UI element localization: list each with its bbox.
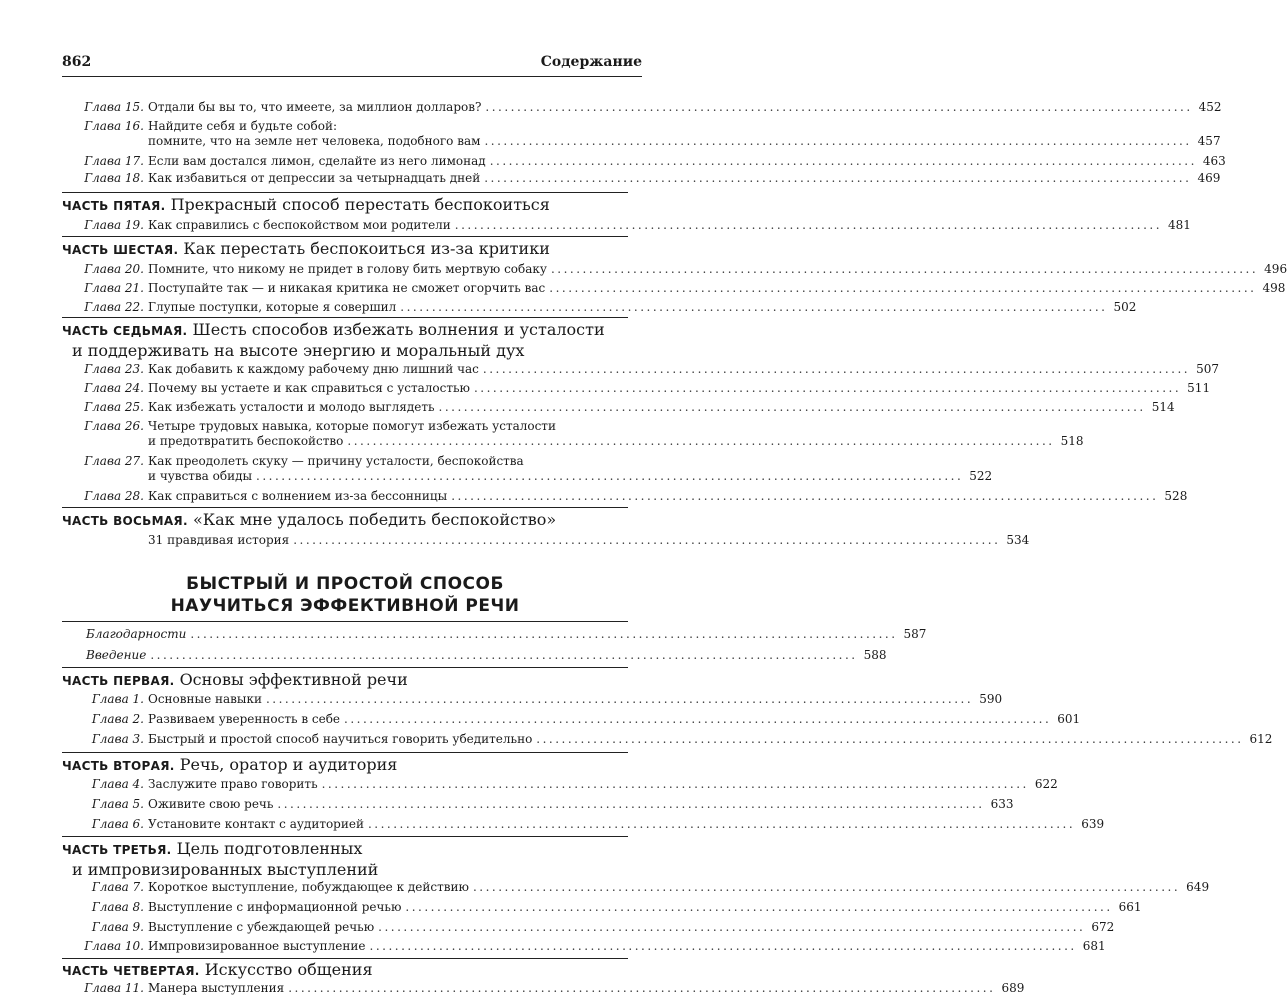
toc-entry[interactable]: Глава 19. Как справились с беспокойством мои родители ................................................................................................................ 481 [64, 218, 630, 233]
chapter-title: Выступление с информационной речью [148, 900, 402, 914]
chapter-label: Глава 15. [84, 100, 144, 114]
book-title [62, 573, 628, 617]
chapter-title: Установите контакт с аудиторией [148, 817, 364, 831]
page-ref: 518 [1060, 434, 1084, 448]
chapter-title: Отдали бы вы то, что имеете, за миллион долларов? [148, 100, 482, 114]
chapter-title: Оживите свою речь [148, 797, 274, 811]
part-label: ЧАСТЬ ПЯТАЯ. [62, 199, 166, 213]
section-rule [62, 507, 628, 508]
page-ref: 601 [1057, 712, 1081, 726]
chapter-title: Основные навыки [148, 692, 262, 706]
toc-entry[interactable]: Глава 18. Как избавиться от депрессии за четырнадцать дней ................................................................................................................ 469 [64, 171, 630, 186]
chapter-label: Глава 10. [84, 939, 144, 953]
part-title: Основы эффективной речи [179, 670, 408, 689]
running-title: Содержание [540, 54, 642, 70]
chapter-label: Глава 25. [84, 400, 144, 414]
page-ref: 481 [1168, 218, 1191, 232]
part-label: ЧАСТЬ ПЕРВАЯ. [62, 674, 175, 688]
page-ref: 649 [1186, 880, 1210, 894]
chapter-title: Как избежать усталости и молодо выглядеть [148, 400, 435, 414]
toc-entry[interactable]: Глава 15. Отдали бы вы то, что имеете, за миллион долларов? ................................................................................................................ 452 [64, 100, 630, 115]
page-ref: 672 [1091, 920, 1115, 934]
page-ref: 633 [990, 797, 1014, 811]
section-rule [62, 958, 628, 959]
chapter-label: Глава 28. [84, 489, 144, 503]
toc-entry[interactable]: Глава 28. Как справиться с волнением из-за бессонницы ................................................................................................................ 528 [64, 489, 630, 504]
toc-entry[interactable]: Глава 21. Поступайте так — и никакая критика не сможет огорчить вас ................................................................................................................ 498 [64, 281, 630, 296]
toc-entry[interactable]: Глава 7. Короткое выступление, побуждающее к действию ................................................................................................................ 649 [64, 880, 630, 895]
chapter-label: Глава 23. [84, 362, 144, 376]
toc-entry[interactable]: Глава 20. Помните, что никому не придет в голову бить мертвую собаку ................................................................................................................ 496 [64, 262, 630, 277]
part-title: Речь, оратор и аудитория [179, 755, 398, 774]
part-title: «Как мне удалось победить беспокойство» [192, 510, 557, 529]
toc-entry[interactable]: 31 правдивая история ................................................................................................................ 534 [148, 533, 1030, 547]
section-rule [62, 667, 628, 668]
page-ref: 681 [1082, 939, 1106, 953]
part-label: ЧАСТЬ ШЕСТАЯ. [62, 243, 179, 257]
chapter-title-cont: помните, что на земле нет человека, подобного вам [148, 134, 481, 148]
toc-entry[interactable]: Глава 22. Глупые поступки, которые я совершил ................................................................................................................ 502 [64, 300, 630, 315]
part-label: ЧАСТЬ ВТОРАЯ. [62, 759, 175, 773]
chapter-title: Найдите себя и будьте собой: [148, 119, 337, 133]
toc-entry[interactable]: Введение ................................................................................................................ 588 [86, 648, 887, 662]
part-heading [62, 320, 622, 361]
section-rule [62, 317, 628, 318]
chapter-title: Быстрый и простой способ научиться говорить убедительно [148, 732, 533, 746]
chapter-title: Выступление с убеждающей речью [148, 920, 375, 934]
page-ref: 463 [1202, 154, 1226, 168]
chapter-title: Импровизированное выступление [148, 939, 366, 953]
part-title-cont: и поддерживать на высоте энергию и моральный дух [72, 341, 525, 360]
chapter-label: Глава 16. [84, 119, 144, 133]
section-rule [62, 752, 628, 753]
toc-entry[interactable]: Глава 16. Найдите себя и будьте собой: помните, что на земле нет человека, подобного вам ................................................................................................................ 457 [64, 119, 630, 149]
toc-entry[interactable]: Глава 27. Как преодолеть скуку — причину усталости, беспокойства и чувства обиды ................................................................................................................ 522 [64, 454, 630, 484]
chapter-label: Глава 6. [91, 817, 144, 831]
toc-entry[interactable]: Глава 6. Установите контакт с аудиторией ................................................................................................................ 639 [64, 817, 630, 832]
toc-entry[interactable]: Глава 26. Четыре трудовых навыка, которые помогут избежать усталости и предотвратить беспокойство ................................................................................................................ 518 [64, 419, 630, 449]
chapter-title: Как справиться с волнением из-за бессонницы [148, 489, 448, 503]
toc-entry[interactable]: Глава 24. Почему вы устаете и как справиться с усталостью ................................................................................................................ 511 [64, 381, 630, 396]
toc-entry[interactable]: Глава 4. Заслужите право говорить ................................................................................................................ 622 [64, 777, 630, 792]
chapter-title: Манера выступления [148, 981, 285, 995]
toc-entry[interactable]: Глава 5. Оживите свою речь ................................................................................................................ 633 [64, 797, 630, 812]
page-ref: 469 [1197, 171, 1221, 185]
chapter-title: Четыре трудовых навыка, которые помогут избежать усталости [148, 419, 556, 433]
chapter-title: Как избавиться от депрессии за четырнадцать дней [148, 171, 481, 185]
toc-entry[interactable]: Глава 1. Основные навыки ................................................................................................................ 590 [64, 692, 630, 707]
part-label: ЧАСТЬ СЕДЬМАЯ. [62, 324, 188, 338]
chapter-label: Глава 20. [84, 262, 144, 276]
toc-entry[interactable]: Глава 25. Как избежать усталости и молодо выглядеть ................................................................................................................ 514 [64, 400, 630, 415]
section-rule [62, 236, 628, 237]
part-heading [62, 195, 622, 216]
chapter-label: Глава 26. [84, 419, 144, 433]
part-heading [62, 839, 622, 880]
toc-entry[interactable]: Глава 17. Если вам достался лимон, сделайте из него лимонад ................................................................................................................ 463 [64, 154, 630, 169]
part-heading [62, 960, 622, 981]
section-rule [62, 192, 628, 193]
chapter-title: Развиваем уверенность в себе [148, 712, 341, 726]
chapter-title: Как преодолеть скуку — причину усталости, беспокойства [148, 454, 524, 468]
page-header [62, 50, 642, 77]
chapter-title: Если вам достался лимон, сделайте из него лимонад [148, 154, 486, 168]
page-ref: 612 [1249, 732, 1273, 746]
chapter-title: Короткое выступление, побуждающее к действию [148, 880, 469, 894]
toc-entry[interactable]: Глава 8. Выступление с информационной речью ................................................................................................................ 661 [64, 900, 630, 915]
chapter-label: Глава 4. [91, 777, 144, 791]
page-ref: 514 [1151, 400, 1175, 414]
chapter-label: Глава 11. [84, 981, 144, 995]
page-ref: 511 [1187, 381, 1211, 395]
page-ref: 528 [1164, 489, 1188, 503]
toc-entry[interactable]: Глава 3. Быстрый и простой способ научиться говорить убедительно ................................................................................................................ 612 [64, 732, 630, 747]
page-ref: 588 [863, 648, 887, 662]
toc-entry[interactable]: Глава 9. Выступление с убеждающей речью ................................................................................................................ 672 [64, 920, 630, 935]
page-ref: 622 [1034, 777, 1058, 791]
chapter-label: Глава 19. [84, 218, 144, 232]
page-ref: 522 [969, 469, 993, 483]
chapter-title: Как справились с беспокойством мои родители [148, 218, 451, 232]
page-ref: 689 [1001, 981, 1025, 995]
chapter-title: Поступайте так — и никакая критика не сможет огорчить вас [148, 281, 546, 295]
toc-entry[interactable]: Глава 10. Импровизированное выступление ................................................................................................................ 681 [64, 939, 630, 954]
chapter-label: Глава 9. [91, 920, 144, 934]
part-label: ЧАСТЬ ВОСЬМАЯ. [62, 514, 188, 528]
part-label: ЧАСТЬ ЧЕТВЕРТАЯ. [62, 964, 200, 978]
toc-entry[interactable]: Глава 23. Как добавить к каждому рабочему дню лишний час ................................................................................................................ 507 [64, 362, 630, 377]
page-ref: 452 [1198, 100, 1222, 114]
page-number: 862 [62, 54, 92, 70]
part-title: Шесть способов избежать волнения и усталости [192, 320, 605, 339]
part-title: Как перестать беспокоиться из-за критики [183, 239, 550, 258]
page-ref: 457 [1197, 134, 1221, 148]
page-ref: 496 [1264, 262, 1287, 276]
page-ref: 587 [903, 627, 927, 641]
page-ref: 639 [1081, 817, 1105, 831]
book-title-line1: БЫСТРЫЙ И ПРОСТОЙ СПОСОБ [186, 574, 504, 594]
toc-entry[interactable]: Глава 2. Развиваем уверенность в себе ................................................................................................................ 601 [64, 712, 630, 727]
toc-entry[interactable]: Благодарности ................................................................................................................ 587 [86, 627, 927, 641]
chapter-label: Глава 7. [91, 880, 144, 894]
page-ref: 534 [1006, 533, 1030, 547]
page-ref: 590 [979, 692, 1003, 706]
toc-entry[interactable]: Глава 11. Манера выступления ................................................................................................................ 689 [64, 981, 630, 996]
chapter-label: Глава 24. [84, 381, 144, 395]
part-heading [62, 670, 622, 691]
chapter-title: Глупые поступки, которые я совершил [148, 300, 397, 314]
chapter-label: Глава 22. [84, 300, 144, 314]
chapter-title: Как добавить к каждому рабочему дню лишний час [148, 362, 479, 376]
chapter-title: Почему вы устаете и как справиться с усталостью [148, 381, 470, 395]
front-matter-title: Введение [86, 648, 147, 662]
chapter-label: Глава 17. [84, 154, 144, 168]
chapter-label: Глава 5. [91, 797, 144, 811]
chapter-label: Глава 18. [84, 171, 144, 185]
part-title: Прекрасный способ перестать беспокоиться [170, 195, 550, 214]
book-title-line2: НАУЧИТЬСЯ ЭФФЕКТИВНОЙ РЕЧИ [170, 596, 520, 616]
chapter-label: Глава 21. [84, 281, 144, 295]
page-ref: 502 [1113, 300, 1137, 314]
chapter-label: Глава 2. [91, 712, 144, 726]
chapter-label: Глава 3. [91, 732, 144, 746]
chapter-title: Помните, что никому не придет в голову бить мертвую собаку [148, 262, 547, 276]
page-ref: 661 [1118, 900, 1142, 914]
part-title: Цель подготовленных [176, 839, 363, 858]
chapter-label: Глава 27. [84, 454, 144, 468]
page-ref: 498 [1262, 281, 1286, 295]
chapter-title: 31 правдивая история [148, 533, 290, 547]
section-rule [62, 836, 628, 837]
front-matter-title: Благодарности [86, 627, 187, 641]
chapter-title: Заслужите право говорить [148, 777, 318, 791]
part-heading [62, 239, 622, 260]
chapter-title-cont: и предотвратить беспокойство [148, 434, 344, 448]
chapter-label: Глава 8. [91, 900, 144, 914]
part-title: Искусство общения [204, 960, 373, 979]
chapter-title-cont: и чувства обиды [148, 469, 253, 483]
chapter-label: Глава 1. [91, 692, 144, 706]
section-rule [62, 621, 628, 622]
part-heading [62, 510, 622, 531]
part-title-cont: и импровизированных выступлений [72, 860, 379, 879]
page-ref: 507 [1196, 362, 1220, 376]
part-label: ЧАСТЬ ТРЕТЬЯ. [62, 843, 172, 857]
part-heading [62, 755, 622, 776]
